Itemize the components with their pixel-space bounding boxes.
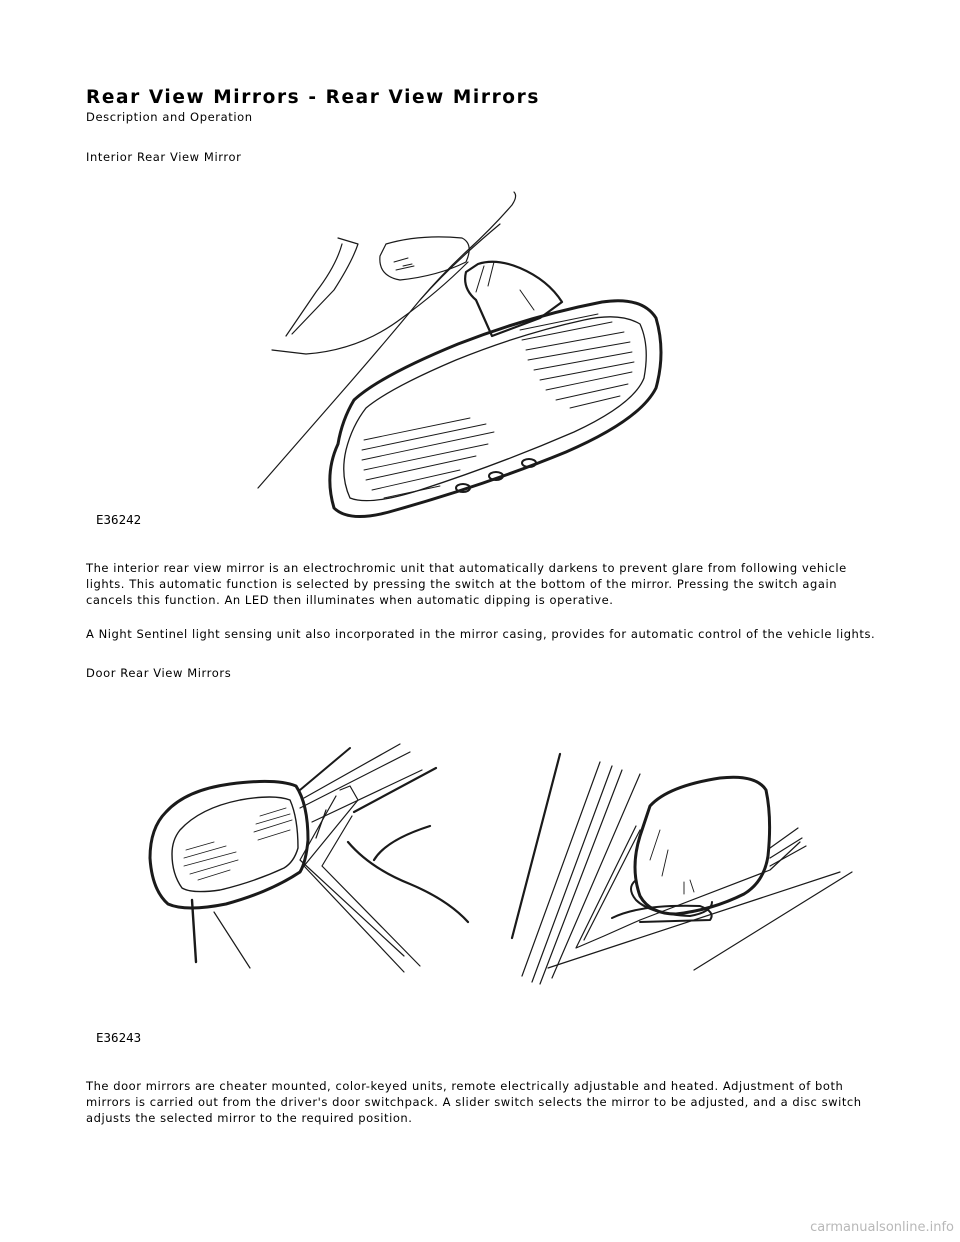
section-heading-interior-mirror: Interior Rear View Mirror: [86, 150, 242, 164]
watermark: carmanualsonline.info: [810, 1220, 954, 1235]
paragraph-interior-1: The interior rear view mirror is an electrochromic unit that automatically darkens to prevent glare from following vehicle lights. This automatic function is selected by pressing the switch at the bottom of the mirror. Pressing the switch again cancels this function. An LED then illuminates when automatic dipping is operative.: [86, 561, 847, 607]
figure-id-e36243: E36243: [96, 1030, 142, 1045]
paragraph-door-1: The door mirrors are cheater mounted, color-keyed units, remote electrically adjustable and heated. Adjustment of both mirrors is carried out from the driver's door switchpack. A slider switch selects the mirror to be adjusted, and a disc switch adjusts the selected mirror to the required position.: [86, 1079, 862, 1125]
paragraph-interior-2: A Night Sentinel light sensing unit also incorporated in the mirror casing, provides for automatic control of the vehicle lights.: [86, 627, 876, 641]
page-title: Rear View Mirrors - Rear View Mirrors: [86, 87, 540, 108]
figure-id-e36242: E36242: [96, 512, 142, 527]
page-subtitle: Description and Operation: [86, 110, 253, 124]
section-heading-door-mirrors: Door Rear View Mirrors: [86, 666, 232, 680]
